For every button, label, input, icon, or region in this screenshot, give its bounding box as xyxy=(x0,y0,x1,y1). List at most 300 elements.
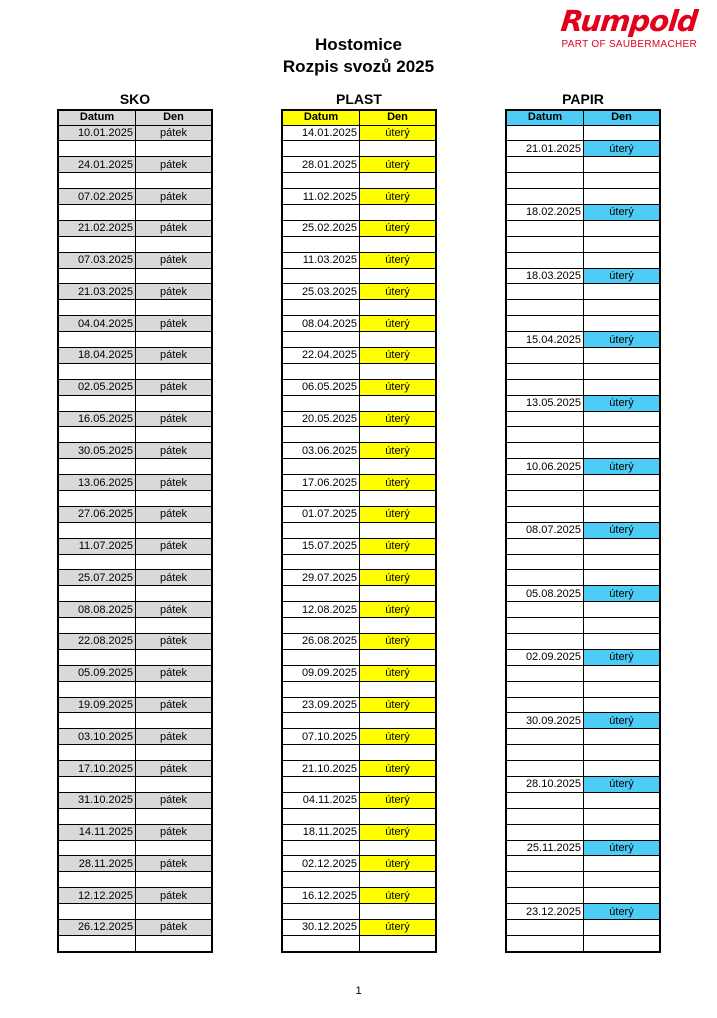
day-cell xyxy=(584,443,661,459)
date-cell xyxy=(58,713,136,729)
table-row xyxy=(506,173,660,189)
day-cell: úterý xyxy=(360,602,437,618)
day-cell: pátek xyxy=(136,538,213,554)
date-cell xyxy=(58,490,136,506)
day-cell xyxy=(584,554,661,570)
date-cell xyxy=(282,745,360,761)
date-cell: 21.02.2025 xyxy=(58,220,136,236)
day-cell xyxy=(584,697,661,713)
date-cell xyxy=(506,506,584,522)
table-row xyxy=(282,697,436,713)
date-cell xyxy=(506,808,584,824)
table-row xyxy=(282,411,436,427)
date-cell: 30.05.2025 xyxy=(58,443,136,459)
table-row xyxy=(282,459,436,475)
date-cell xyxy=(282,363,360,379)
table-row xyxy=(506,125,660,141)
table-row xyxy=(282,761,436,777)
table-row xyxy=(506,538,660,554)
table-row xyxy=(282,379,436,395)
day-cell: úterý xyxy=(360,411,437,427)
date-cell xyxy=(506,125,584,141)
table-row xyxy=(282,665,436,681)
table-row xyxy=(58,395,212,411)
day-cell: úterý xyxy=(360,189,437,205)
table-row xyxy=(506,252,660,268)
table-row xyxy=(506,824,660,840)
table-row xyxy=(58,570,212,586)
day-cell: pátek xyxy=(136,443,213,459)
day-cell xyxy=(360,300,437,316)
table-row xyxy=(282,872,436,888)
table-row xyxy=(282,808,436,824)
header-date: Datum xyxy=(58,110,136,125)
table-row xyxy=(506,713,660,729)
day-cell: pátek xyxy=(136,634,213,650)
table-row xyxy=(58,538,212,554)
day-cell xyxy=(584,634,661,650)
date-cell xyxy=(58,300,136,316)
day-cell xyxy=(584,888,661,904)
day-cell xyxy=(584,125,661,141)
table-row xyxy=(506,649,660,665)
date-cell: 26.08.2025 xyxy=(282,634,360,650)
day-cell: pátek xyxy=(136,856,213,872)
table-header-row xyxy=(282,110,436,125)
table-row xyxy=(282,777,436,793)
header-date: Datum xyxy=(282,110,360,125)
day-cell: úterý xyxy=(584,332,661,348)
logo-name: Rumpold xyxy=(559,4,699,38)
date-cell: 02.09.2025 xyxy=(506,649,584,665)
table-row xyxy=(282,443,436,459)
day-cell xyxy=(360,840,437,856)
date-cell xyxy=(58,681,136,697)
table-row xyxy=(506,777,660,793)
table-row xyxy=(58,459,212,475)
date-cell xyxy=(506,792,584,808)
schedule-table xyxy=(57,109,213,953)
date-cell: 16.12.2025 xyxy=(282,888,360,904)
table-row xyxy=(506,443,660,459)
table-row xyxy=(58,681,212,697)
table-row xyxy=(58,856,212,872)
day-cell xyxy=(136,459,213,475)
day-cell xyxy=(584,363,661,379)
date-cell xyxy=(506,872,584,888)
table-row xyxy=(506,220,660,236)
date-cell xyxy=(506,570,584,586)
day-cell xyxy=(360,204,437,220)
schedule-title: PAPIR xyxy=(562,91,604,107)
date-cell xyxy=(506,824,584,840)
table-row xyxy=(282,300,436,316)
day-cell: úterý xyxy=(360,220,437,236)
day-cell xyxy=(136,713,213,729)
date-cell: 31.10.2025 xyxy=(58,792,136,808)
day-cell xyxy=(584,824,661,840)
date-cell xyxy=(58,522,136,538)
day-cell xyxy=(360,586,437,602)
table-row xyxy=(282,840,436,856)
date-cell: 23.12.2025 xyxy=(506,904,584,920)
table-row xyxy=(58,252,212,268)
table-row xyxy=(282,189,436,205)
date-cell xyxy=(506,427,584,443)
table-row xyxy=(506,904,660,920)
date-cell: 04.04.2025 xyxy=(58,316,136,332)
schedule-table xyxy=(281,109,437,953)
table-row xyxy=(58,141,212,157)
date-cell: 05.08.2025 xyxy=(506,586,584,602)
day-cell xyxy=(584,475,661,491)
day-cell xyxy=(360,395,437,411)
date-cell xyxy=(58,141,136,157)
date-cell: 03.06.2025 xyxy=(282,443,360,459)
date-cell: 11.03.2025 xyxy=(282,252,360,268)
table-row xyxy=(58,506,212,522)
table-row xyxy=(282,316,436,332)
date-cell: 30.12.2025 xyxy=(282,920,360,936)
table-row xyxy=(506,316,660,332)
day-cell: pátek xyxy=(136,475,213,491)
date-cell xyxy=(58,204,136,220)
day-cell: pátek xyxy=(136,220,213,236)
date-cell xyxy=(506,554,584,570)
table-row xyxy=(58,427,212,443)
date-cell xyxy=(58,777,136,793)
day-cell xyxy=(360,872,437,888)
day-cell xyxy=(360,141,437,157)
table-row xyxy=(58,602,212,618)
table-row xyxy=(282,268,436,284)
day-cell: úterý xyxy=(584,268,661,284)
table-row xyxy=(58,475,212,491)
table-row xyxy=(506,284,660,300)
table-row xyxy=(506,411,660,427)
table-row xyxy=(282,681,436,697)
table-row xyxy=(58,649,212,665)
date-cell xyxy=(58,649,136,665)
date-cell xyxy=(506,602,584,618)
day-cell: úterý xyxy=(360,379,437,395)
day-cell xyxy=(360,332,437,348)
day-cell: pátek xyxy=(136,411,213,427)
date-cell xyxy=(282,649,360,665)
day-cell xyxy=(584,427,661,443)
table-row xyxy=(282,570,436,586)
date-cell xyxy=(506,935,584,951)
day-cell: úterý xyxy=(584,713,661,729)
table-row xyxy=(506,792,660,808)
day-cell xyxy=(136,363,213,379)
day-cell xyxy=(136,173,213,189)
date-cell: 28.10.2025 xyxy=(506,777,584,793)
table-row xyxy=(58,586,212,602)
date-cell xyxy=(506,157,584,173)
date-cell xyxy=(58,395,136,411)
date-cell xyxy=(58,586,136,602)
date-cell xyxy=(58,840,136,856)
day-cell: pátek xyxy=(136,570,213,586)
date-cell xyxy=(282,268,360,284)
day-cell: pátek xyxy=(136,379,213,395)
table-row xyxy=(58,904,212,920)
day-cell xyxy=(136,522,213,538)
day-cell xyxy=(136,427,213,443)
date-cell xyxy=(282,840,360,856)
table-row xyxy=(58,634,212,650)
date-cell xyxy=(58,268,136,284)
table-row xyxy=(282,824,436,840)
day-cell xyxy=(136,649,213,665)
date-cell xyxy=(282,808,360,824)
day-cell xyxy=(360,459,437,475)
date-cell: 18.04.2025 xyxy=(58,347,136,363)
date-cell: 26.12.2025 xyxy=(58,920,136,936)
date-cell xyxy=(282,618,360,634)
day-cell: úterý xyxy=(360,443,437,459)
day-cell xyxy=(584,347,661,363)
date-cell xyxy=(506,347,584,363)
table-row xyxy=(282,729,436,745)
day-cell: pátek xyxy=(136,157,213,173)
table-row xyxy=(506,395,660,411)
day-cell xyxy=(360,618,437,634)
table-row xyxy=(58,872,212,888)
table-row xyxy=(282,475,436,491)
date-cell: 18.02.2025 xyxy=(506,204,584,220)
day-cell xyxy=(136,236,213,252)
page-number: 1 xyxy=(355,985,362,997)
date-cell: 16.05.2025 xyxy=(58,411,136,427)
table-row xyxy=(506,697,660,713)
table-row xyxy=(58,522,212,538)
table-row xyxy=(506,490,660,506)
table-row xyxy=(58,729,212,745)
date-cell xyxy=(282,459,360,475)
table-row xyxy=(282,856,436,872)
table-row xyxy=(282,204,436,220)
table-row xyxy=(282,538,436,554)
day-cell: úterý xyxy=(360,761,437,777)
table-row xyxy=(58,618,212,634)
date-cell xyxy=(282,141,360,157)
day-cell xyxy=(584,157,661,173)
table-row xyxy=(58,824,212,840)
day-cell xyxy=(136,745,213,761)
day-cell xyxy=(584,189,661,205)
date-cell: 07.02.2025 xyxy=(58,189,136,205)
date-cell xyxy=(58,332,136,348)
date-cell xyxy=(282,681,360,697)
day-cell: úterý xyxy=(360,125,437,141)
header-day: Den xyxy=(136,110,213,125)
date-cell: 01.07.2025 xyxy=(282,506,360,522)
table-row xyxy=(506,920,660,936)
day-cell: úterý xyxy=(360,316,437,332)
table-row xyxy=(58,268,212,284)
date-cell: 25.02.2025 xyxy=(282,220,360,236)
date-cell: 21.10.2025 xyxy=(282,761,360,777)
day-cell xyxy=(584,284,661,300)
date-cell xyxy=(506,252,584,268)
day-cell xyxy=(360,713,437,729)
table-row xyxy=(282,618,436,634)
date-cell xyxy=(282,332,360,348)
date-cell xyxy=(58,808,136,824)
table-row xyxy=(506,935,660,951)
table-row xyxy=(282,363,436,379)
date-cell: 04.11.2025 xyxy=(282,792,360,808)
day-cell: úterý xyxy=(360,824,437,840)
day-cell: pátek xyxy=(136,189,213,205)
table-row xyxy=(506,300,660,316)
day-cell xyxy=(136,681,213,697)
day-cell: úterý xyxy=(360,792,437,808)
date-cell xyxy=(282,777,360,793)
date-cell: 12.08.2025 xyxy=(282,602,360,618)
day-cell xyxy=(584,300,661,316)
date-cell xyxy=(506,220,584,236)
date-cell xyxy=(282,904,360,920)
table-row xyxy=(58,697,212,713)
table-row xyxy=(282,141,436,157)
logo-tagline: PART OF SAUBERMACHER xyxy=(561,39,697,50)
day-cell: úterý xyxy=(584,777,661,793)
table-row xyxy=(506,236,660,252)
table-row xyxy=(58,665,212,681)
table-row xyxy=(58,777,212,793)
date-cell xyxy=(282,522,360,538)
day-cell xyxy=(136,904,213,920)
day-cell: pátek xyxy=(136,506,213,522)
table-row xyxy=(506,459,660,475)
table-row xyxy=(282,920,436,936)
day-cell xyxy=(584,236,661,252)
date-cell xyxy=(282,554,360,570)
date-cell xyxy=(506,173,584,189)
table-row xyxy=(58,745,212,761)
day-cell xyxy=(584,252,661,268)
table-row xyxy=(506,506,660,522)
table-row xyxy=(282,395,436,411)
header-date: Datum xyxy=(506,110,584,125)
date-cell: 19.09.2025 xyxy=(58,697,136,713)
table-row xyxy=(58,300,212,316)
day-cell: úterý xyxy=(360,538,437,554)
table-row xyxy=(506,427,660,443)
table-row xyxy=(58,204,212,220)
day-cell xyxy=(136,554,213,570)
table-row xyxy=(506,379,660,395)
table-header-row xyxy=(58,110,212,125)
day-cell xyxy=(360,649,437,665)
table-row xyxy=(282,602,436,618)
day-cell xyxy=(360,777,437,793)
date-cell xyxy=(282,395,360,411)
date-cell xyxy=(506,379,584,395)
table-row xyxy=(282,157,436,173)
date-cell: 22.04.2025 xyxy=(282,347,360,363)
day-cell xyxy=(360,236,437,252)
table-row xyxy=(58,761,212,777)
day-cell: úterý xyxy=(584,459,661,475)
table-row xyxy=(282,792,436,808)
table-row xyxy=(58,411,212,427)
table-row xyxy=(282,220,436,236)
day-cell xyxy=(584,856,661,872)
day-cell xyxy=(360,268,437,284)
date-cell: 18.11.2025 xyxy=(282,824,360,840)
date-cell: 24.01.2025 xyxy=(58,157,136,173)
table-row xyxy=(58,316,212,332)
day-cell xyxy=(584,538,661,554)
table-row xyxy=(58,554,212,570)
table-row xyxy=(58,284,212,300)
date-cell xyxy=(58,554,136,570)
day-cell: pátek xyxy=(136,347,213,363)
date-cell: 23.09.2025 xyxy=(282,697,360,713)
day-cell xyxy=(360,490,437,506)
day-cell xyxy=(360,173,437,189)
table-row xyxy=(58,935,212,951)
day-cell: úterý xyxy=(360,252,437,268)
table-row xyxy=(506,888,660,904)
day-cell xyxy=(136,395,213,411)
date-cell xyxy=(58,427,136,443)
day-cell xyxy=(584,761,661,777)
day-cell: pátek xyxy=(136,602,213,618)
day-cell: úterý xyxy=(360,697,437,713)
table-row xyxy=(506,586,660,602)
date-cell xyxy=(506,300,584,316)
date-cell xyxy=(506,284,584,300)
date-cell xyxy=(506,665,584,681)
date-cell xyxy=(506,618,584,634)
table-row xyxy=(58,363,212,379)
table-row xyxy=(282,347,436,363)
table-row xyxy=(282,935,436,951)
date-cell xyxy=(58,236,136,252)
table-row xyxy=(506,808,660,824)
date-cell xyxy=(506,761,584,777)
day-cell: úterý xyxy=(360,570,437,586)
table-row xyxy=(282,586,436,602)
date-cell: 02.12.2025 xyxy=(282,856,360,872)
day-cell: úterý xyxy=(360,284,437,300)
table-row xyxy=(506,570,660,586)
table-row xyxy=(506,840,660,856)
table-row xyxy=(58,792,212,808)
day-cell xyxy=(360,522,437,538)
date-cell xyxy=(506,697,584,713)
date-cell: 11.02.2025 xyxy=(282,189,360,205)
day-cell xyxy=(584,745,661,761)
day-cell: úterý xyxy=(584,204,661,220)
date-cell: 08.07.2025 xyxy=(506,522,584,538)
schedule-column-sko xyxy=(57,90,213,953)
day-cell: úterý xyxy=(584,395,661,411)
date-cell xyxy=(506,475,584,491)
table-row xyxy=(282,236,436,252)
date-cell xyxy=(58,459,136,475)
day-cell xyxy=(584,681,661,697)
day-cell: úterý xyxy=(584,649,661,665)
table-row xyxy=(58,125,212,141)
schedule-column-plast xyxy=(281,90,437,953)
day-cell xyxy=(584,379,661,395)
